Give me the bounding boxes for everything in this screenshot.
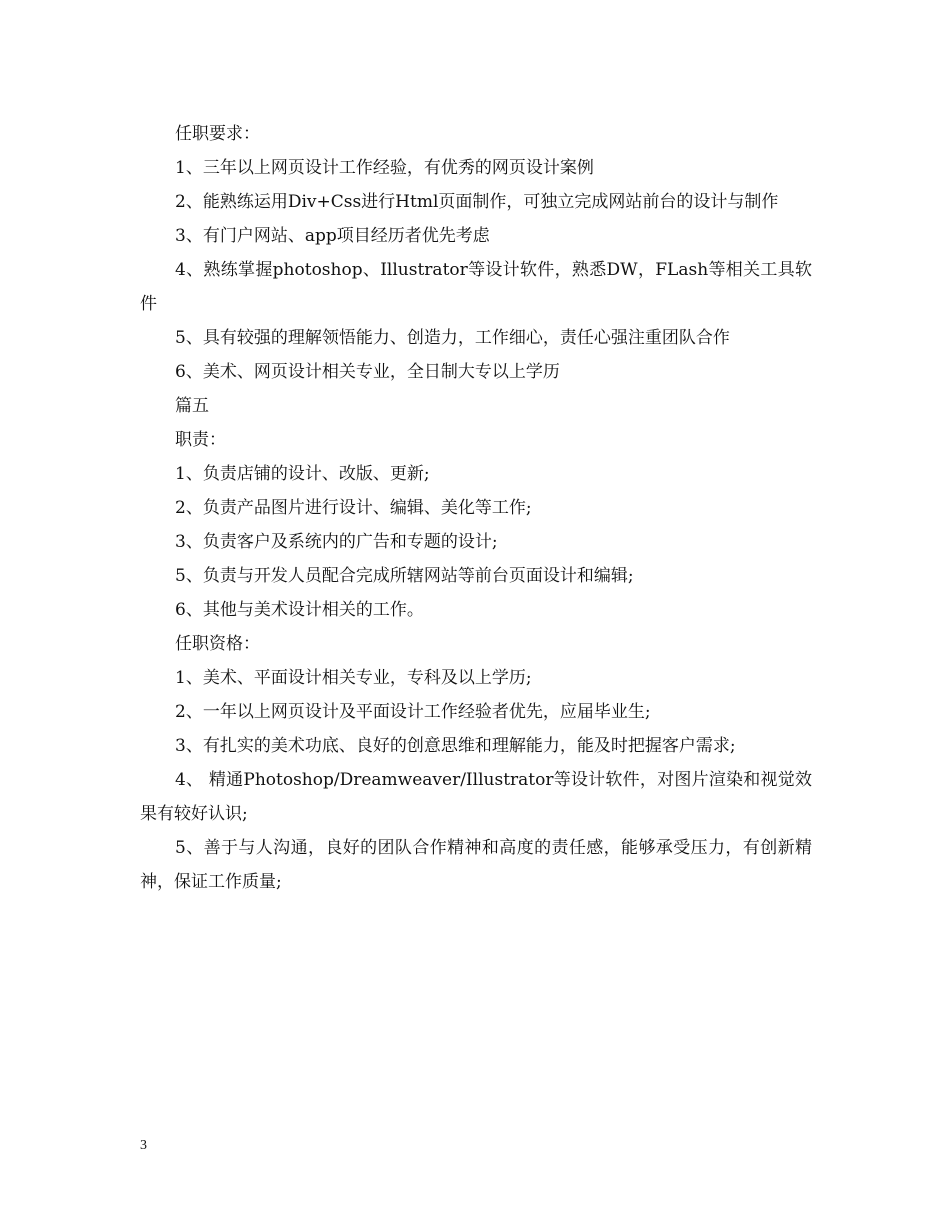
qualifications-heading: 任职资格： xyxy=(175,634,260,654)
duties-heading: 职责： xyxy=(175,430,226,450)
duty-item-3: 3、负责客户及系统内的广告和专题的设计; xyxy=(175,532,498,552)
requirements-heading: 任职要求： xyxy=(175,124,260,144)
qualification-item-2: 2、一年以上网页设计及平面设计工作经验者优先，应届毕业生; xyxy=(175,702,651,722)
requirement-item-6: 6、美术、网页设计相关专业，全日制大专以上学历 xyxy=(175,362,560,382)
requirement-item-1: 1、三年以上网页设计工作经验，有优秀的网页设计案例 xyxy=(175,158,594,178)
requirement-item-5: 5、具有较强的理解领悟能力、创造力，工作细心，责任心强注重团队合作 xyxy=(175,328,730,348)
requirement-item-2: 2、能熟练运用Div+Css进行Html页面制作，可独立完成网站前台的设计与制作 xyxy=(175,192,779,212)
qualification-item-1: 1、美术、平面设计相关专业，专科及以上学历; xyxy=(175,668,532,688)
requirement-item-3: 3、有门户网站、app项目经历者优先考虑 xyxy=(175,226,490,246)
page-number: 3 xyxy=(140,1138,147,1153)
duty-item-2: 2、负责产品图片进行设计、编辑、美化等工作; xyxy=(175,498,532,518)
document-body xyxy=(140,117,812,899)
duty-item-5: 5、负责与开发人员配合完成所辖网站等前台页面设计和编辑; xyxy=(175,566,634,586)
duty-item-6: 6、其他与美术设计相关的工作。 xyxy=(175,600,424,620)
qualification-item-5: 5、善于与人沟通，良好的团队合作精神和高度的责任感，能够承受压力，有创新精神，保证工作质量; xyxy=(140,838,812,892)
qualification-item-3: 3、有扎实的美术功底、良好的创意思维和理解能力，能及时把握客户需求; xyxy=(175,736,736,756)
duty-item-1: 1、负责店铺的设计、改版、更新; xyxy=(175,464,430,484)
section-heading-part-five: 篇五 xyxy=(175,396,209,416)
qualification-item-4: 4、 精通Photoshop/Dreamweaver/Illustrator等设计软件，对图片渲染和视觉效果有较好认识; xyxy=(140,770,812,824)
requirement-item-4: 4、熟练掌握photoshop、Illustrator等设计软件，熟悉DW，FLash等相关工具软件 xyxy=(140,260,812,314)
